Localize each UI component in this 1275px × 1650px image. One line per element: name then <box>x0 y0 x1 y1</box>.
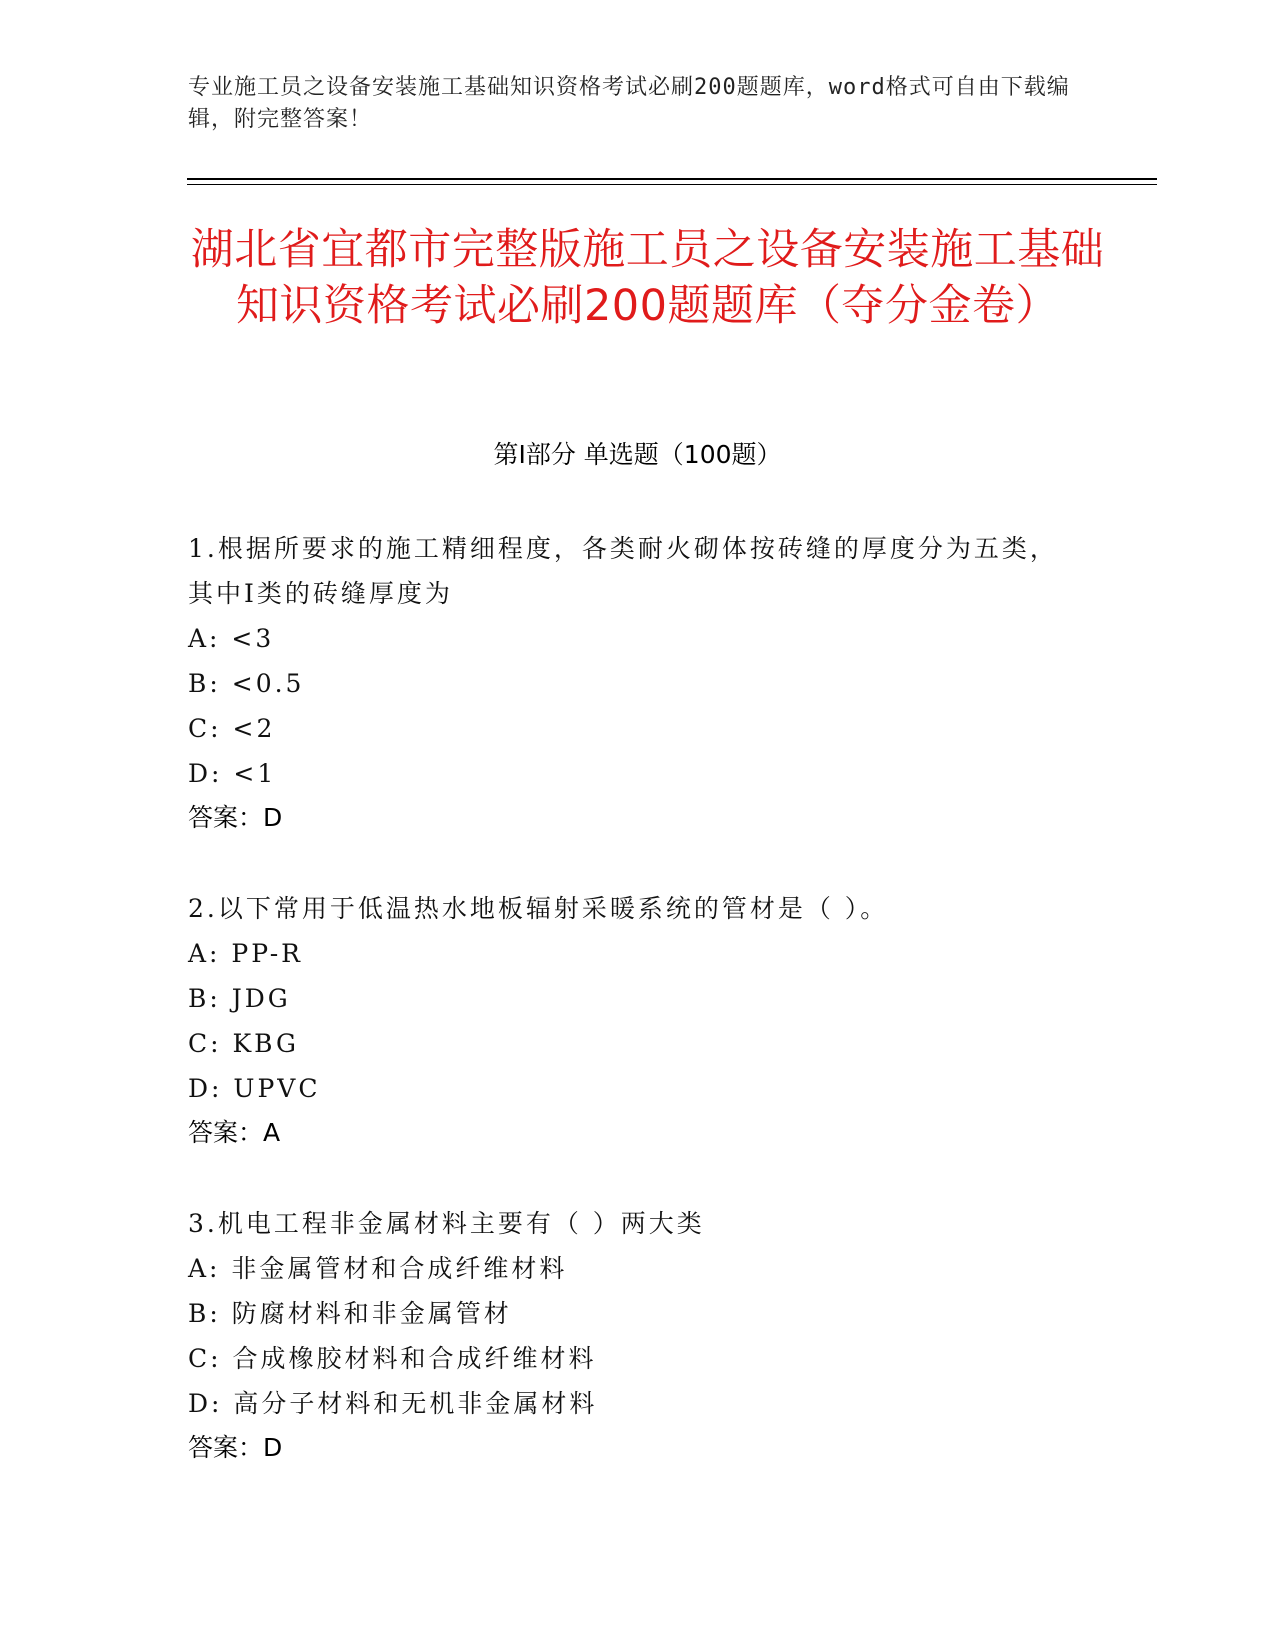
header-divider-thick <box>187 178 1157 180</box>
answer-value: D <box>263 1433 283 1462</box>
header-note: 专业施工员之设备安装施工基础知识资格考试必刷200题题库，word格式可自由下载编辑，附完整答案！ <box>188 75 1070 132</box>
option-a: A: <3 <box>188 624 275 653</box>
option-b: B: JDG <box>188 984 291 1013</box>
option-b: B: <0.5 <box>188 669 305 698</box>
question-stem: 2.以下常用于低温热水地板辐射采暖系统的管材是（ ）。 <box>188 894 889 923</box>
question-stem: 1.根据所要求的施工精细程度，各类耐火砌体按砖缝的厚度分为五类，其中Ⅰ类的砖缝厚度为 <box>188 534 1058 608</box>
answer-label: 答案： <box>188 803 264 832</box>
answer-line <box>188 1426 1068 1470</box>
answer-line <box>188 796 1068 840</box>
question-item <box>188 886 1068 1155</box>
option-d: D: 高分子材料和无机非金属材料 <box>188 1389 598 1418</box>
option-c: C: 合成橡胶材料和合成纤维材料 <box>188 1344 597 1373</box>
question-stem: 3.机电工程非金属材料主要有（ ）两大类 <box>188 1209 705 1238</box>
option-c: C: KBG <box>188 1029 299 1058</box>
header-divider-thin <box>187 184 1157 185</box>
option-c: C: <2 <box>188 714 276 743</box>
option-b: B: 防腐材料和非金属管材 <box>188 1299 512 1328</box>
answer-label: 答案： <box>188 1433 264 1462</box>
question-item <box>188 526 1068 840</box>
option-d: D: <1 <box>188 759 277 788</box>
answer-label: 答案： <box>188 1118 264 1147</box>
answer-value: A <box>263 1118 281 1147</box>
question-item <box>188 1201 1068 1470</box>
document-title: 湖北省宜都市完整版施工员之设备安装施工基础知识资格考试必刷200题题库（夺分金卷） <box>190 225 1105 331</box>
option-a: A: 非金属管材和合成纤维材料 <box>188 1254 568 1283</box>
answer-line <box>188 1111 1068 1155</box>
option-d: D: UPVC <box>188 1074 321 1103</box>
section-heading: 第Ⅰ部分 单选题（100题） <box>493 440 782 469</box>
question-list <box>188 526 1068 1516</box>
answer-value: D <box>263 803 283 832</box>
option-a: A: PP-R <box>188 939 303 968</box>
